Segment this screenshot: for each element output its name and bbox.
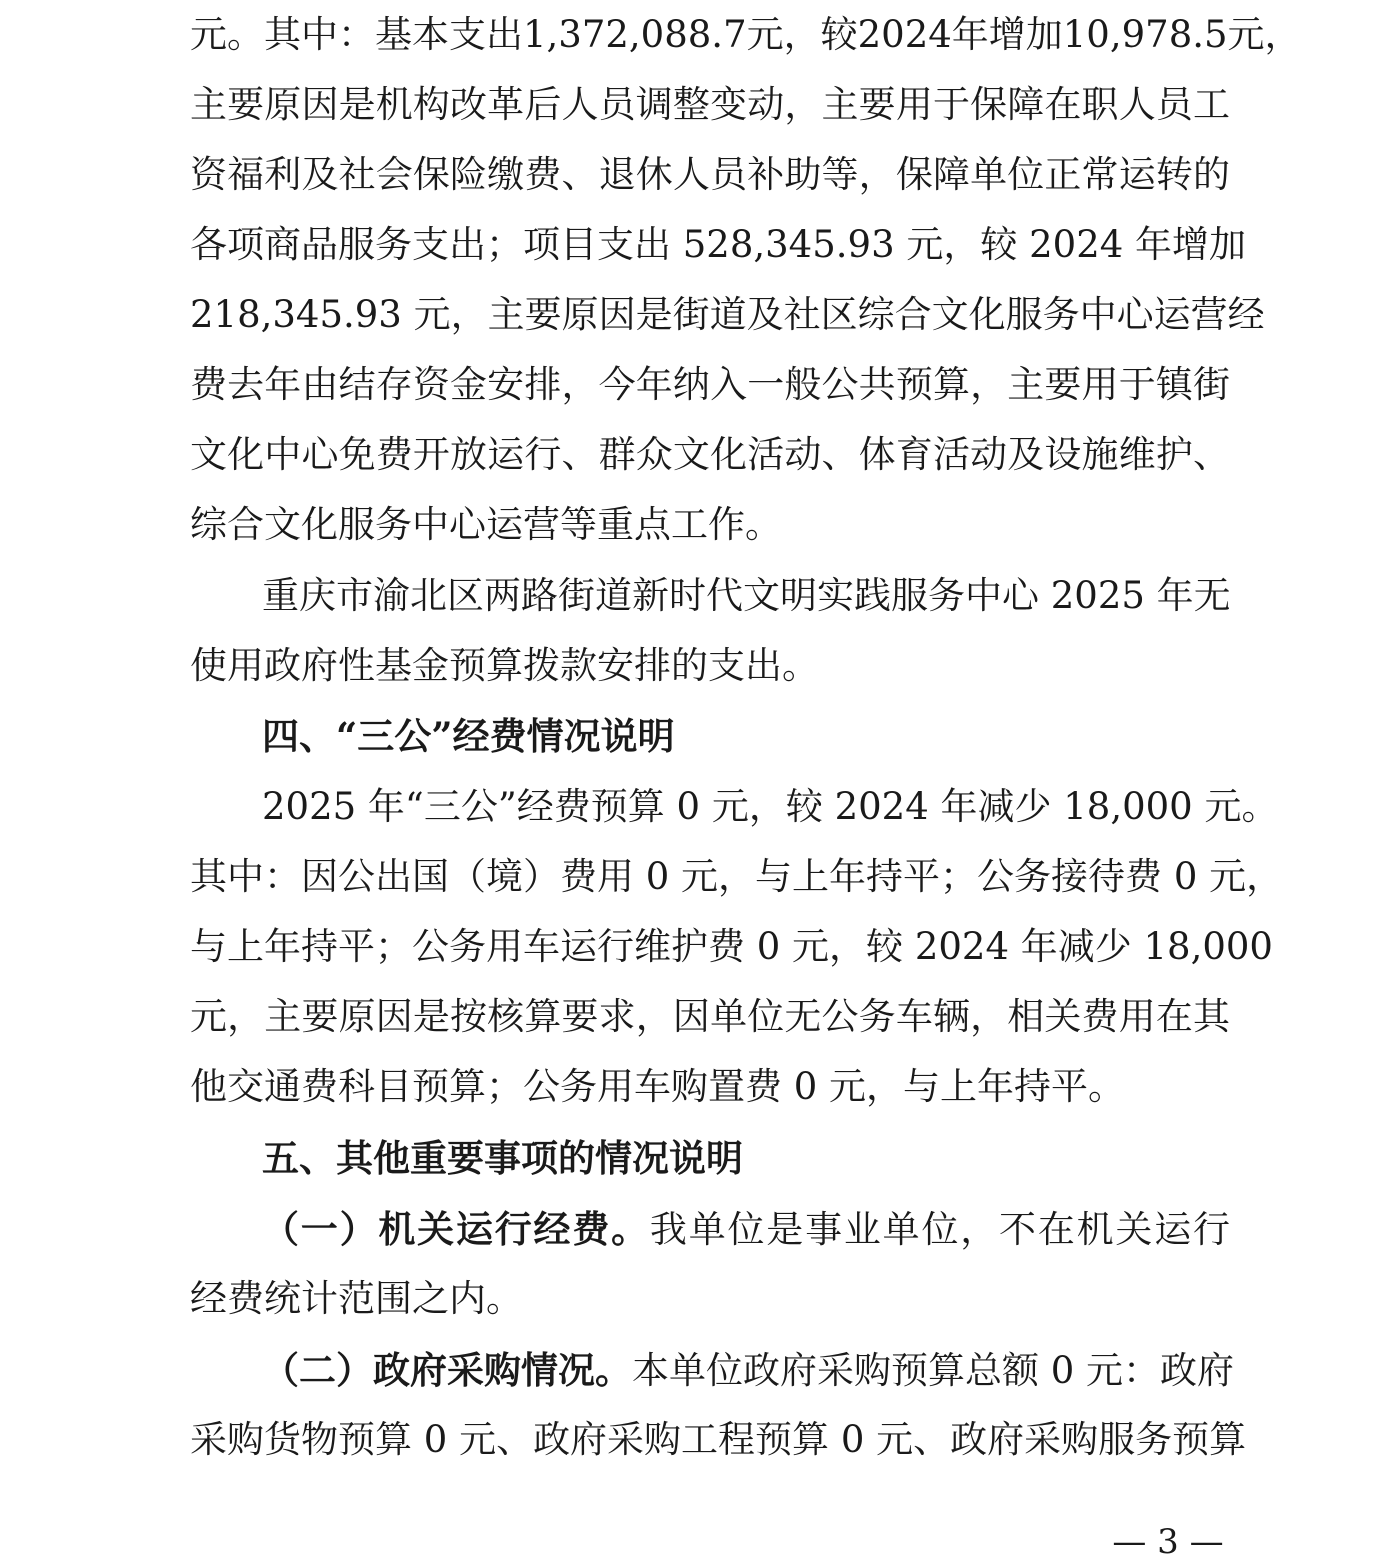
body-line: 2025 年“三公”经费预算 0 元，较 2024 年减少 18,000 元。 — [262, 785, 1279, 828]
body-line: 其中：因公出国（境）费用 0 元，与上年持平；公务接待费 0 元， — [190, 855, 1284, 898]
body-line: 费去年由结存资金安排，今年纳入一般公共预算，主要用于镇街 — [190, 363, 1230, 406]
body-line: 经费统计范围之内。 — [190, 1277, 523, 1320]
section-heading-five: 五、其他重要事项的情况说明 — [262, 1136, 743, 1180]
paragraph-label: （一）机关运行经费。 — [262, 1207, 650, 1251]
body-line: 文化中心免费开放运行、群众文化活动、体育活动及设施维护、 — [190, 433, 1230, 476]
body-line: 采购货物预算 0 元、政府采购工程预算 0 元、政府采购服务预算 — [190, 1418, 1247, 1461]
body-line: 资福利及社会保险缴费、退休人员补助等，保障单位正常运转的 — [190, 153, 1230, 196]
page-number: — 3 — — [1112, 1522, 1224, 1562]
body-line: 与上年持平；公务用车运行维护费 0 元，较 2024 年减少 18,000 — [190, 925, 1273, 968]
body-line: 主要原因是机构改革后人员调整变动，主要用于保障在职人员工 — [190, 83, 1230, 126]
paragraph-org-funds — [262, 1199, 1230, 1259]
body-line: 元，主要原因是按核算要求，因单位无公务车辆，相关费用在其 — [190, 995, 1230, 1038]
section-heading-four: 四、“三公”经费情况说明 — [262, 714, 675, 758]
body-line: 各项商品服务支出；项目支出 528,345.93 元，较 2024 年增加 — [190, 223, 1247, 266]
body-line: 218,345.93 元，主要原因是街道及社区综合文化服务中心运营经 — [190, 293, 1265, 336]
body-line: 使用政府性基金预算拨款安排的支出。 — [190, 644, 819, 687]
paragraph-text: 本单位政府采购预算总额 0 元：政府 — [632, 1349, 1235, 1392]
paragraph-text: 我单位是事业单位，不在机关运行 — [649, 1208, 1231, 1251]
body-line: 他交通费科目预算；公务用车购置费 0 元，与上年持平。 — [190, 1065, 1126, 1108]
paragraph-procurement — [262, 1340, 1235, 1400]
body-line: 综合文化服务中心运营等重点工作。 — [190, 503, 782, 546]
paragraph-label: （二）政府采购情况。 — [262, 1348, 632, 1392]
body-line: 重庆市渝北区两路街道新时代文明实践服务中心 2025 年无 — [262, 574, 1231, 617]
body-line: 元。其中：基本支出1,372,088.7元，较2024年增加10,978.5元， — [190, 13, 1302, 56]
